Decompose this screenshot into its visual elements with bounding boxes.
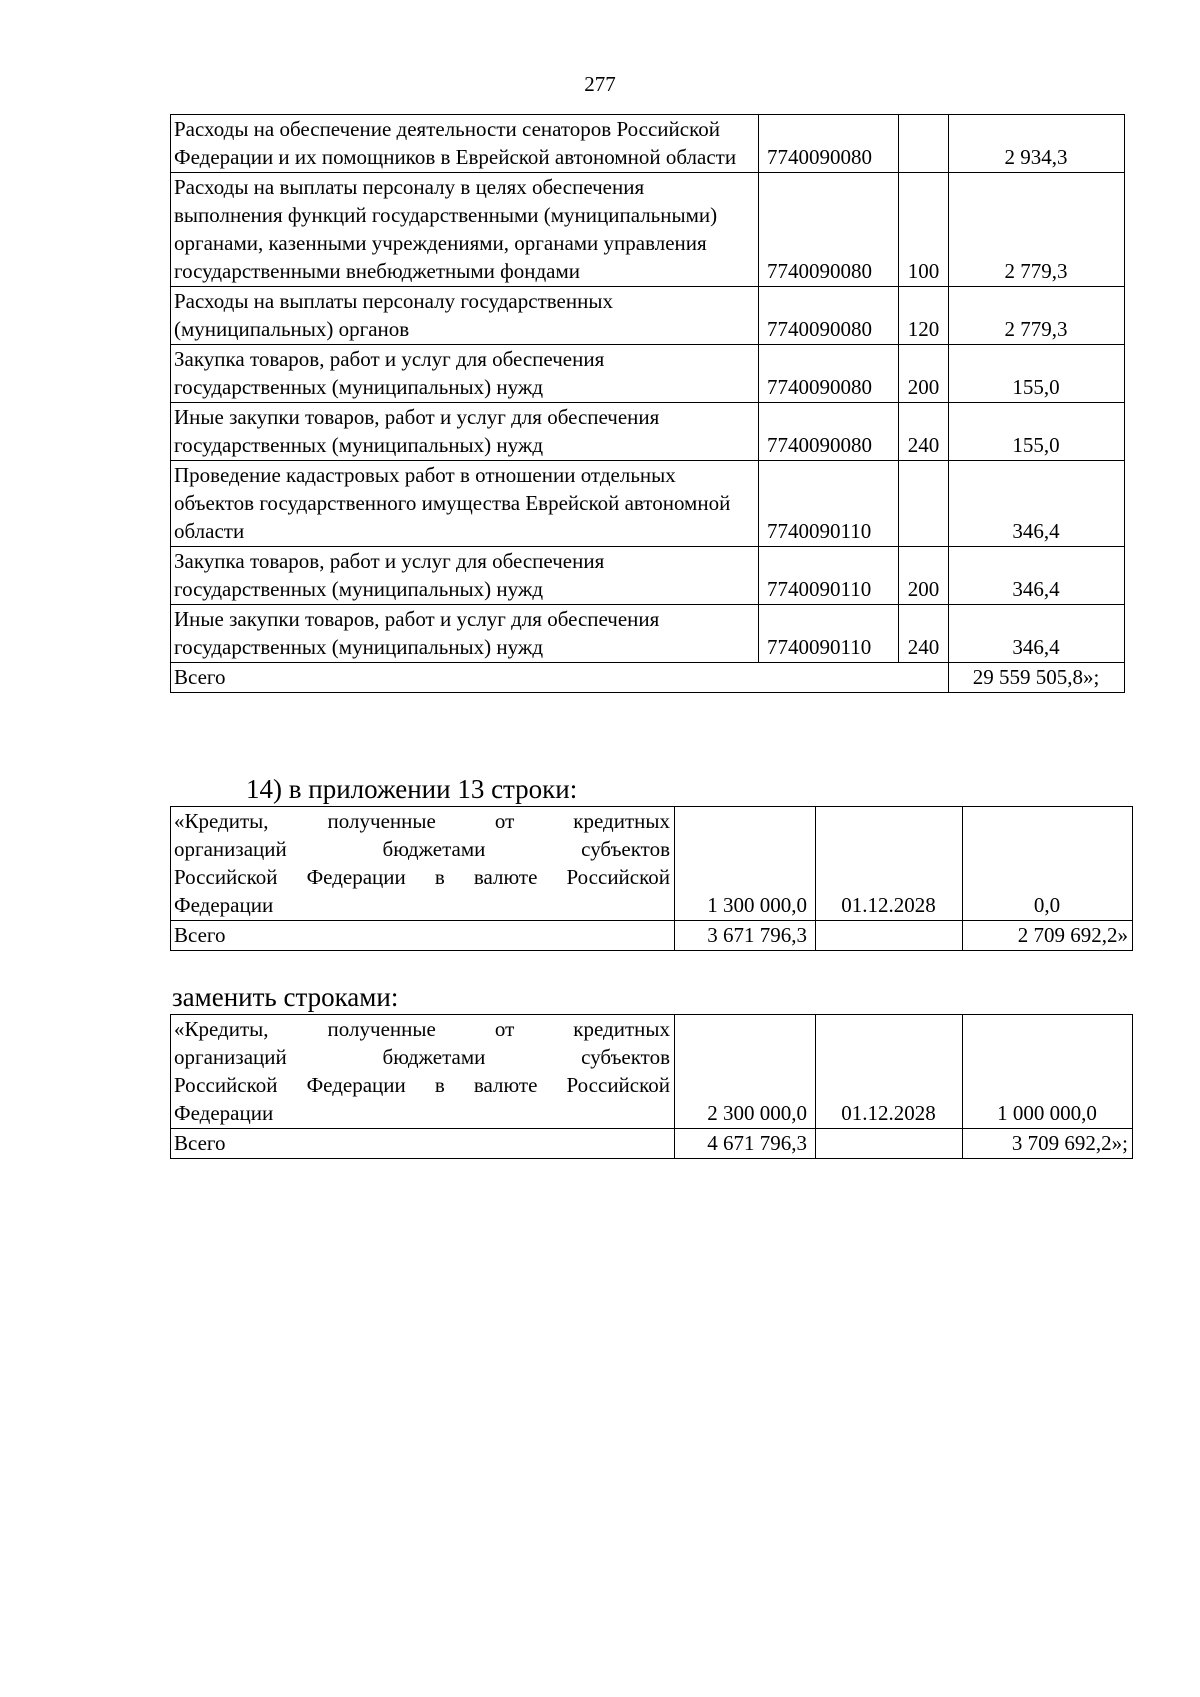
total-label: Всего xyxy=(171,1129,675,1159)
expense-name: Расходы на выплаты персоналу в целях обеспечения выполнения функций государственными (муниципальными) органами, казенными учреждениями, органами управления государственными внебюджетными фондами xyxy=(171,173,759,287)
credit-line: «Кредиты, полученные от кредитных xyxy=(174,809,670,833)
expense-name: Иные закупки товаров, работ и услуг для обеспечения государственных (муниципальных) нужд xyxy=(171,403,759,461)
total-amount: 4 671 796,3 xyxy=(675,1129,816,1159)
expense-name: Иные закупки товаров, работ и услуг для обеспечения государственных (муниципальных) нужд xyxy=(171,605,759,663)
credit-line: организаций бюджетами субъектов xyxy=(174,837,670,861)
expense-name: Проведение кадастровых работ в отношении отдельных объектов государственного имущества Еврейской автономной области xyxy=(171,461,759,547)
credit-description xyxy=(171,807,675,921)
table-row xyxy=(171,807,1133,921)
expense-type-code: 120 xyxy=(899,287,949,345)
total-amount: 3 671 796,3 xyxy=(675,921,816,951)
expense-type-code: 240 xyxy=(899,403,949,461)
credit-line: Федерации xyxy=(174,1101,274,1125)
table-row xyxy=(171,1015,1133,1129)
expense-amount: 2 934,3 xyxy=(949,115,1125,173)
expense-type-code xyxy=(899,461,949,547)
table-row xyxy=(171,547,1125,605)
repayment-date: 01.12.2028 xyxy=(816,807,963,921)
expense-name: Расходы на выплаты персоналу государственных (муниципальных) органов xyxy=(171,287,759,345)
empty-cell xyxy=(816,921,963,951)
section-heading-appendix-13: 14) в приложении 13 строки: xyxy=(246,774,578,804)
credit-description xyxy=(171,1015,675,1129)
table-row xyxy=(171,461,1125,547)
total-row xyxy=(171,921,1133,951)
table-row xyxy=(171,287,1125,345)
expense-type-code: 240 xyxy=(899,605,949,663)
empty-cell xyxy=(816,1129,963,1159)
expense-name: Закупка товаров, работ и услуг для обеспечения государственных (муниципальных) нужд xyxy=(171,547,759,605)
credit-balance: 1 000 000,0 xyxy=(963,1015,1133,1129)
target-code: 7740090110 xyxy=(759,461,899,547)
total-balance: 3 709 692,2»; xyxy=(963,1129,1133,1159)
expense-amount: 155,0 xyxy=(949,345,1125,403)
expense-name: Закупка товаров, работ и услуг для обеспечения государственных (муниципальных) нужд xyxy=(171,345,759,403)
expense-type-code xyxy=(899,115,949,173)
expense-amount: 346,4 xyxy=(949,605,1125,663)
target-code: 7740090080 xyxy=(759,403,899,461)
credit-balance: 0,0 xyxy=(963,807,1133,921)
credits-table-new xyxy=(170,1014,1133,1159)
expense-amount: 155,0 xyxy=(949,403,1125,461)
total-balance: 2 709 692,2» xyxy=(963,921,1133,951)
expense-amount: 2 779,3 xyxy=(949,173,1125,287)
expense-amount: 346,4 xyxy=(949,461,1125,547)
section-heading-replace: заменить строками: xyxy=(172,982,399,1012)
credit-line: Российской Федерации в валюте Российской xyxy=(174,1073,670,1097)
table-row xyxy=(171,605,1125,663)
expense-amount: 2 779,3 xyxy=(949,287,1125,345)
expense-type-code: 200 xyxy=(899,547,949,605)
repayment-date: 01.12.2028 xyxy=(816,1015,963,1129)
credit-line: организаций бюджетами субъектов xyxy=(174,1045,670,1069)
total-row xyxy=(171,1129,1133,1159)
target-code: 7740090080 xyxy=(759,345,899,403)
credits-table-old xyxy=(170,806,1133,951)
total-row xyxy=(171,663,1125,693)
credit-line: Российской Федерации в валюте Российской xyxy=(174,865,670,889)
credit-line: «Кредиты, полученные от кредитных xyxy=(174,1017,670,1041)
expense-type-code: 100 xyxy=(899,173,949,287)
expense-type-code: 200 xyxy=(899,345,949,403)
total-amount: 29 559 505,8»; xyxy=(949,663,1125,693)
credit-amount: 1 300 000,0 xyxy=(675,807,816,921)
credit-amount: 2 300 000,0 xyxy=(675,1015,816,1129)
target-code: 7740090110 xyxy=(759,547,899,605)
expense-name: Расходы на обеспечение деятельности сенаторов Российской Федерации и их помощников в Еврейской автономной области xyxy=(171,115,759,173)
target-code: 7740090080 xyxy=(759,115,899,173)
table-row xyxy=(171,403,1125,461)
total-label: Всего xyxy=(171,663,949,693)
expense-amount: 346,4 xyxy=(949,547,1125,605)
table-row xyxy=(171,173,1125,287)
credit-line: Федерации xyxy=(174,893,274,917)
target-code: 7740090080 xyxy=(759,173,899,287)
target-code: 7740090110 xyxy=(759,605,899,663)
total-label: Всего xyxy=(171,921,675,951)
table-row xyxy=(171,115,1125,173)
page-number: 277 xyxy=(584,72,616,96)
expenses-table xyxy=(170,114,1125,693)
target-code: 7740090080 xyxy=(759,287,899,345)
table-row xyxy=(171,345,1125,403)
